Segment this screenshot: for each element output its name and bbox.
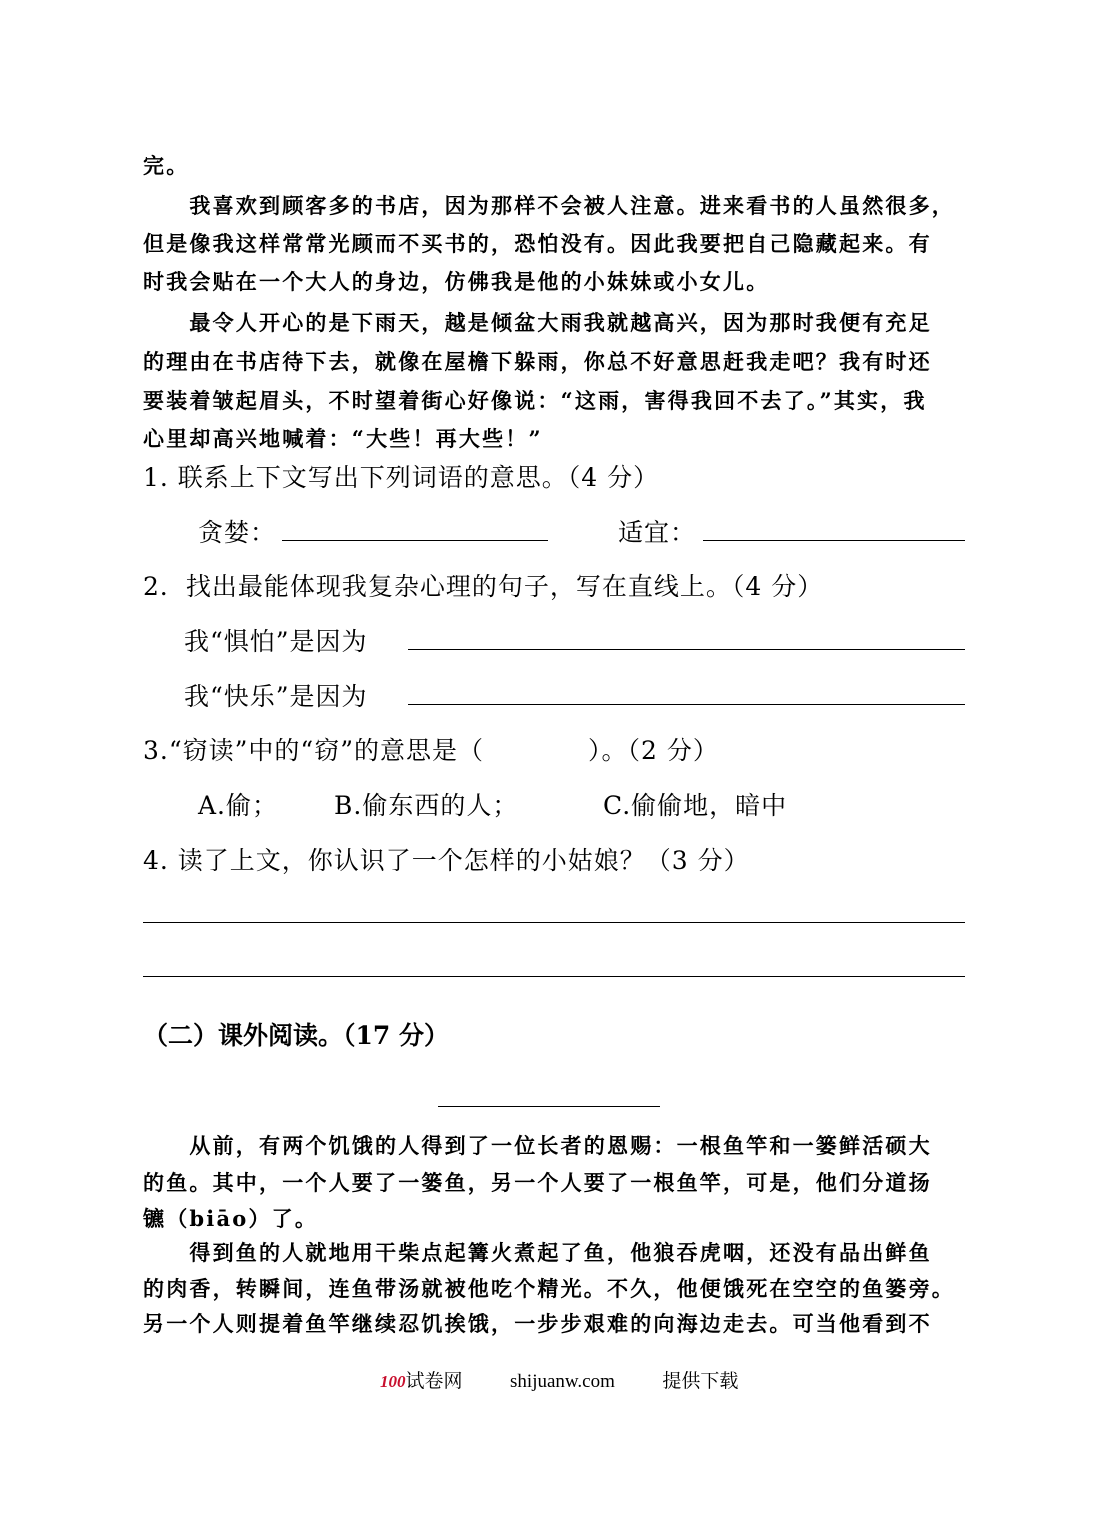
answer-line-joy[interactable] xyxy=(408,704,965,705)
passage-line: 我喜欢到顾客多的书店，因为那样不会被人注意。进来看书的人虽然很多， xyxy=(143,193,955,218)
passage-line: 完。 xyxy=(143,153,190,178)
download-note: 提供下载 xyxy=(662,1371,739,1392)
passage-line: 镳（biāo）了。 xyxy=(143,1206,319,1231)
passage-line: 得到鱼的人就地用干柴点起篝火煮起了鱼，他狼吞虎咽，还没有品出鲜鱼 xyxy=(143,1240,932,1265)
word-label-2: 适宜： xyxy=(618,518,697,547)
passage-line: 另一个人则提着鱼竿继续忍饥挨饿，一步步艰难的向海边走去。可当他看到不 xyxy=(143,1311,932,1336)
fear-prompt: 我“惧怕”是因为 xyxy=(184,627,368,656)
option-b[interactable]: B.偷东西的人； xyxy=(334,791,519,820)
passage-line: 从前，有两个饥饿的人得到了一位长者的恩赐：一根鱼竿和一篓鲜活硕大 xyxy=(143,1133,932,1158)
site-logo: 100 xyxy=(380,1372,406,1391)
passage-line: 的鱼。其中，一个人要了一篓鱼，另一个人要了一根鱼竿，可是，他们分道扬 xyxy=(143,1170,932,1195)
section-title: （二）课外阅读。（17 分） xyxy=(143,1021,449,1050)
question-2: 2．找出最能体现我复杂心理的句子，写在直线上。（4 分） xyxy=(143,572,824,601)
word-label-1: 贪婪： xyxy=(198,518,277,547)
passage-line: 心里却高兴地喊着：“大些！再大些！” xyxy=(143,426,543,451)
option-c[interactable]: C.偷偷地，暗中 xyxy=(603,791,788,820)
passage-line: 的理由在书店待下去，就像在屋檐下躲雨，你总不好意思赶我走吧？我有时还 xyxy=(143,349,932,374)
passage-line: 时我会贴在一个大人的身边，仿佛我是他的小妹妹或小女儿。 xyxy=(143,269,770,294)
title-blank-line[interactable] xyxy=(438,1106,660,1107)
passage-line: 但是像我这样常常光顾而不买书的，恐怕没有。因此我要把自己隐藏起来。有 xyxy=(143,231,932,256)
passage-line: 要装着皱起眉头，不时望着街心好像说：“这雨，害得我回不去了。”其实，我 xyxy=(143,388,927,413)
question-1: 1. 联系上下文写出下列词语的意思。（4 分） xyxy=(143,463,660,492)
footer xyxy=(380,1366,738,1393)
answer-line-fear[interactable] xyxy=(408,649,965,650)
answer-line-q4-2[interactable] xyxy=(143,976,965,977)
question-4: 4. 读了上文，你认识了一个怎样的小姑娘？（3 分） xyxy=(143,846,750,875)
passage-line: 的肉香，转瞬间，连鱼带汤就被他吃个精光。不久，他便饿死在空空的鱼篓旁。 xyxy=(143,1276,955,1301)
question-3: 3.“窃读”中的“窃”的意思是（ ）。（2 分） xyxy=(143,736,719,765)
joy-prompt: 我“快乐”是因为 xyxy=(184,682,368,711)
answer-line-q4-1[interactable] xyxy=(143,922,965,923)
site-name: 试卷网 xyxy=(405,1371,463,1392)
passage-line: 最令人开心的是下雨天，越是倾盆大雨我就越高兴，因为那时我便有充足 xyxy=(143,310,932,335)
answer-line-word-1[interactable] xyxy=(282,540,548,541)
answer-line-word-2[interactable] xyxy=(703,540,965,541)
site-url[interactable]: shijuanw.com xyxy=(510,1371,615,1392)
option-a[interactable]: A.偷； xyxy=(198,791,279,820)
